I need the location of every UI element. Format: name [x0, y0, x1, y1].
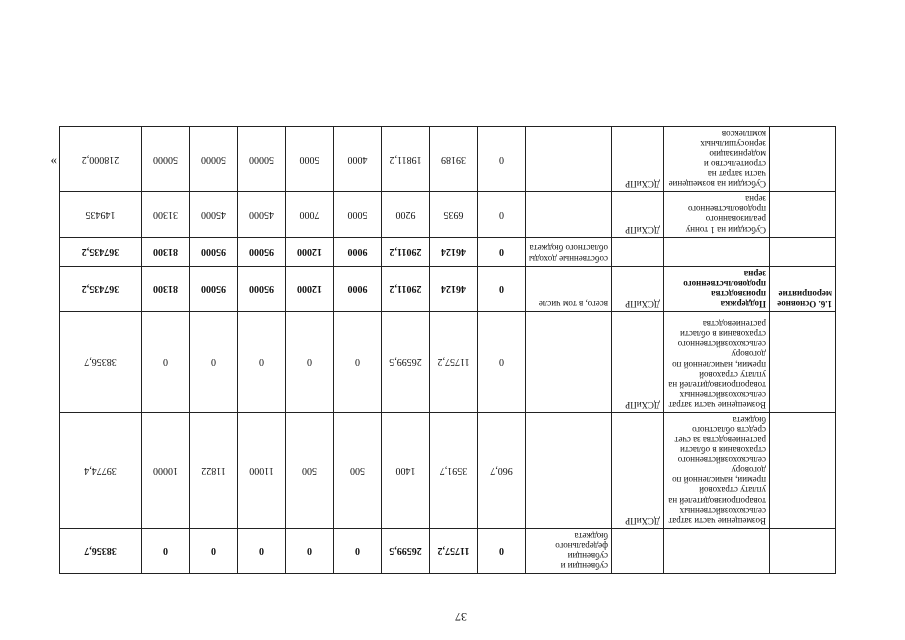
cell-activity — [770, 126, 836, 191]
table-row — [60, 311, 836, 412]
cell-activity — [770, 311, 836, 412]
cell-value-1: 11757,2 — [430, 528, 478, 573]
table-row — [60, 412, 836, 528]
table-row — [60, 126, 836, 191]
cell-value-0: 0 — [478, 192, 526, 237]
cell-value-5: 95000 — [238, 237, 286, 266]
cell-value-8: 39774,4 — [60, 412, 142, 528]
cell-executor: ДСХиПР — [612, 412, 664, 528]
cell-description: Субсидии на возмещение части затрат на строительство и модернизацию зерносушильных комплексов — [664, 126, 770, 191]
cell-value-3: 500 — [334, 412, 382, 528]
closing-quote-mark: » — [50, 155, 57, 170]
cell-value-8: 38356,7 — [60, 311, 142, 412]
cell-value-7: 50000 — [142, 126, 190, 191]
cell-value-8: 149435 — [60, 192, 142, 237]
cell-value-2: 1400 — [382, 412, 430, 528]
cell-source: собственные доходы областного бюджета — [526, 237, 612, 266]
cell-executor — [612, 528, 664, 573]
cell-value-1: 6935 — [430, 192, 478, 237]
cell-value-3: 0 — [334, 528, 382, 573]
cell-value-3: 9000 — [334, 237, 382, 266]
cell-description: Возмещение части затрат сельскохозяйственных товаропроизводителей на уплату страховой премии, начисленной по договору сельскохозяйственного страхования в области растениеводства — [664, 311, 770, 412]
cell-description — [664, 528, 770, 573]
cell-value-7: 0 — [142, 528, 190, 573]
cell-value-4: 12000 — [286, 266, 334, 311]
cell-value-0: 0 — [478, 311, 526, 412]
cell-value-4: 7000 — [286, 192, 334, 237]
cell-activity: 1.6. Основное мероприятие — [770, 266, 836, 311]
cell-value-8: 367435,2 — [60, 237, 142, 266]
cell-value-8: 38356,7 — [60, 528, 142, 573]
cell-activity — [770, 237, 836, 266]
cell-executor: ДСХиПР — [612, 192, 664, 237]
cell-value-1: 3591,7 — [430, 412, 478, 528]
cell-value-5: 11000 — [238, 412, 286, 528]
cell-executor: ДСХиПР — [612, 311, 664, 412]
cell-value-3: 4000 — [334, 126, 382, 191]
table-row — [60, 528, 836, 573]
cell-value-5: 95000 — [238, 266, 286, 311]
table-row — [60, 192, 836, 237]
cell-value-7: 0 — [142, 311, 190, 412]
cell-description: Возмещение части затрат сельскохозяйственных товаропроизводителей на уплату страховой премии, начисленной по договору сельскохозяйственного страхования в области растениеводства за счет средств областного бюджета — [664, 412, 770, 528]
cell-executor: ДСХиПР — [612, 126, 664, 191]
cell-value-8: 218000,2 — [60, 126, 142, 191]
cell-value-0: 0 — [478, 266, 526, 311]
cell-source: субвенции и субвенции федерального бюджета — [526, 528, 612, 573]
cell-value-0: 0 — [478, 126, 526, 191]
cell-value-5: 0 — [238, 311, 286, 412]
cell-value-0: 960,7 — [478, 412, 526, 528]
cell-value-3: 5000 — [334, 192, 382, 237]
cell-description: Субсидии на 1 тонну реализованного продовольственного зерна — [664, 192, 770, 237]
cell-value-2: 26599,5 — [382, 528, 430, 573]
cell-value-6: 11822 — [190, 412, 238, 528]
cell-value-5: 50000 — [238, 126, 286, 191]
table-row — [60, 237, 836, 266]
cell-value-4: 0 — [286, 311, 334, 412]
page-number: 37 — [455, 610, 467, 624]
cell-source — [526, 126, 612, 191]
cell-executor — [612, 237, 664, 266]
cell-value-6: 95000 — [190, 266, 238, 311]
cell-value-4: 12000 — [286, 237, 334, 266]
cell-value-1: 46124 — [430, 266, 478, 311]
cell-value-1: 46124 — [430, 237, 478, 266]
cell-executor: ДСХиПР — [612, 266, 664, 311]
cell-value-2: 29011,2 — [382, 237, 430, 266]
cell-activity — [770, 412, 836, 528]
cell-value-2: 29011,2 — [382, 266, 430, 311]
program-funding-table — [59, 126, 836, 574]
cell-activity — [770, 528, 836, 573]
cell-value-3: 9000 — [334, 266, 382, 311]
cell-source — [526, 311, 612, 412]
cell-value-4: 0 — [286, 528, 334, 573]
cell-value-7: 10000 — [142, 412, 190, 528]
cell-value-7: 81300 — [142, 237, 190, 266]
cell-value-6: 95000 — [190, 237, 238, 266]
cell-value-4: 500 — [286, 412, 334, 528]
cell-source — [526, 412, 612, 528]
cell-description — [664, 237, 770, 266]
cell-value-0: 0 — [478, 528, 526, 573]
cell-source — [526, 192, 612, 237]
cell-value-5: 0 — [238, 528, 286, 573]
cell-value-0: 0 — [478, 237, 526, 266]
cell-value-1: 11757,2 — [430, 311, 478, 412]
cell-value-3: 0 — [334, 311, 382, 412]
cell-value-4: 5000 — [286, 126, 334, 191]
cell-value-6: 0 — [190, 528, 238, 573]
cell-value-6: 50000 — [190, 126, 238, 191]
cell-value-7: 31300 — [142, 192, 190, 237]
cell-value-8: 367435,2 — [60, 266, 142, 311]
table-row — [60, 266, 836, 311]
cell-value-2: 26599,5 — [382, 311, 430, 412]
cell-value-6: 0 — [190, 311, 238, 412]
cell-activity — [770, 192, 836, 237]
cell-value-5: 45000 — [238, 192, 286, 237]
cell-value-7: 81300 — [142, 266, 190, 311]
cell-source: всего, в том числе — [526, 266, 612, 311]
cell-description: Поддержка производства продовольственного зерна — [664, 266, 770, 311]
cell-value-2: 9200 — [382, 192, 430, 237]
cell-value-2: 19811,2 — [382, 126, 430, 191]
cell-value-6: 45000 — [190, 192, 238, 237]
cell-value-1: 39189 — [430, 126, 478, 191]
